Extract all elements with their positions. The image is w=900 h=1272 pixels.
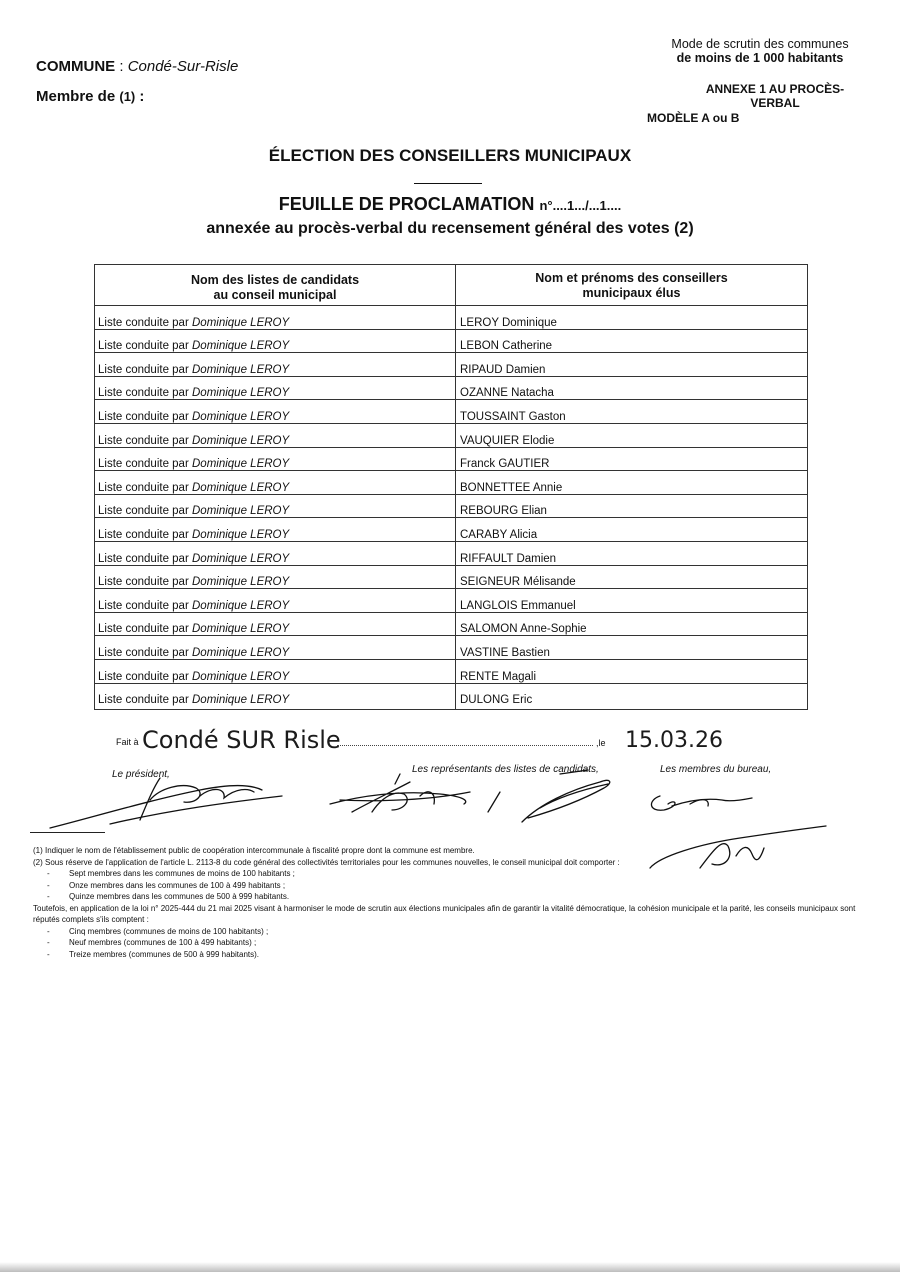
- scrutin-line2: de moins de 1 000 habitants: [676, 51, 844, 65]
- representant-signature-2: [488, 770, 610, 822]
- elu-cell: DULONG Eric: [460, 694, 533, 707]
- le-label: ,le: [596, 738, 606, 748]
- commune-line: COMMUNE : Condé-Sur-Risle: [36, 58, 239, 75]
- column-header-listes-line2: au conseil municipal: [213, 288, 337, 302]
- liste-leader: Dominique LEROY: [192, 552, 290, 565]
- elu-cell: SEIGNEUR Mélisande: [460, 576, 576, 589]
- liste-prefix: Liste conduite par: [98, 646, 189, 659]
- liste-leader: Dominique LEROY: [192, 505, 290, 518]
- liste-cell: [98, 364, 289, 376]
- representants-label: Les représentants des listes de candidats,: [412, 764, 599, 775]
- representant-signature-1: [330, 774, 470, 812]
- feuille-label: FEUILLE DE PROCLAMATION: [278, 194, 535, 214]
- commune-value: Condé-Sur-Risle: [127, 58, 239, 75]
- table-row: [95, 566, 807, 590]
- liste-leader: Dominique LEROY: [192, 434, 290, 447]
- column-header-elus-line1: Nom et prénoms des conseillers: [535, 271, 728, 285]
- table-row: [95, 684, 807, 708]
- liste-cell: [98, 435, 289, 447]
- liste-cell: [98, 458, 289, 470]
- liste-cell: [98, 671, 289, 683]
- liste-leader: Dominique LEROY: [192, 387, 290, 400]
- elu-cell: LEROY Dominique: [460, 316, 557, 329]
- liste-prefix: Liste conduite par: [98, 410, 189, 423]
- footnote-toutefois-item: - Treize membres (communes de 500 à 999 habitants).: [47, 949, 260, 959]
- scan-edge: [0, 1262, 900, 1272]
- annexe-label: [690, 82, 860, 110]
- handwritten-place: Condé SUR Risle: [142, 726, 341, 754]
- liste-prefix: Liste conduite par: [98, 363, 189, 376]
- liste-cell: [98, 529, 289, 541]
- liste-prefix: Liste conduite par: [98, 623, 189, 636]
- handwritten-date: 15.03.26: [625, 728, 723, 753]
- elu-cell: TOUSSAINT Gaston: [460, 410, 566, 423]
- liste-leader: Dominique LEROY: [192, 646, 290, 659]
- elus-table: [94, 264, 808, 710]
- modele-label: MODÈLE A ou B: [647, 111, 740, 125]
- elu-cell: RIPAUD Damien: [460, 363, 546, 376]
- membre-label: Membre de: [36, 88, 116, 105]
- table-row: [95, 660, 807, 684]
- bureau-signature-1: [651, 796, 752, 810]
- elu-cell: VASTINE Bastien: [460, 646, 550, 659]
- title-divider: [414, 183, 482, 184]
- scrutin-mode: [640, 37, 880, 65]
- liste-prefix: Liste conduite par: [98, 670, 189, 683]
- elu-cell: LEBON Catherine: [460, 340, 553, 353]
- liste-prefix: Liste conduite par: [98, 458, 189, 471]
- elu-cell: RIFFAULT Damien: [460, 552, 557, 565]
- footnote-1: (1) Indiquer le nom de l'établissement public de coopération intercommunale à fiscalité propre dont la commune est membre.: [33, 846, 475, 855]
- feuille-number: n°....1.../...1....: [539, 198, 622, 213]
- liste-prefix: Liste conduite par: [98, 387, 189, 400]
- liste-cell: [98, 505, 289, 517]
- liste-prefix: Liste conduite par: [98, 528, 189, 541]
- column-header-listes: [95, 273, 455, 303]
- footnote-toutefois: Toutefois, en application de la loi n° 2025-444 du 21 mai 2025 visant à harmoniser le mode de scrutin aux élections municipales afin de garantir la vitalité démocratique, la cohésion municipale et la parité, les conseils municipaux sont réputés complets s'ils comptent :: [33, 903, 856, 924]
- commune-label: COMMUNE: [36, 58, 116, 75]
- table-row: [95, 471, 807, 495]
- liste-leader: Dominique LEROY: [192, 481, 290, 494]
- table-row: [95, 518, 807, 542]
- liste-cell: [98, 340, 289, 352]
- elu-cell: RENTE Magali: [460, 670, 537, 683]
- liste-leader: Dominique LEROY: [192, 458, 290, 471]
- footnote-2-item: - Quinze membres dans les communes de 500 à 999 habitants.: [47, 892, 290, 901]
- liste-cell: [98, 553, 289, 565]
- elu-cell: BONNETTEE Annie: [460, 481, 563, 494]
- liste-cell: [98, 317, 289, 329]
- liste-cell: [98, 411, 289, 423]
- footnote-2-item: - Onze membres dans les communes de 100 à 499 habitants ;: [47, 880, 286, 890]
- liste-prefix: Liste conduite par: [98, 694, 189, 707]
- table-row: [95, 636, 807, 660]
- footnote-toutefois-item: - Cinq membres (communes de moins de 100 habitants) ;: [47, 926, 269, 936]
- liste-leader: Dominique LEROY: [192, 599, 290, 612]
- column-header-elus-line2: municipaux élus: [582, 286, 681, 300]
- liste-leader: Dominique LEROY: [192, 576, 290, 589]
- elu-cell: LANGLOIS Emmanuel: [460, 599, 576, 612]
- president-label: Le président,: [112, 769, 170, 780]
- table-row: [95, 613, 807, 637]
- liste-leader: Dominique LEROY: [192, 528, 290, 541]
- elu-cell: VAUQUIER Elodie: [460, 434, 555, 447]
- feuille-title: [0, 194, 900, 215]
- liste-cell: [98, 576, 289, 588]
- liste-prefix: Liste conduite par: [98, 576, 189, 589]
- scrutin-line1: Mode de scrutin des communes: [671, 37, 849, 51]
- membres-label: Les membres du bureau,: [660, 764, 772, 775]
- table-row: [95, 400, 807, 424]
- column-header-elus: [456, 271, 807, 301]
- liste-leader: Dominique LEROY: [192, 363, 290, 376]
- liste-prefix: Liste conduite par: [98, 481, 189, 494]
- page-title: ÉLECTION DES CONSEILLERS MUNICIPAUX: [268, 146, 632, 165]
- liste-cell: [98, 482, 289, 494]
- table-row: [95, 495, 807, 519]
- liste-cell: [98, 647, 289, 659]
- liste-cell: [98, 387, 289, 399]
- liste-leader: Dominique LEROY: [192, 670, 290, 683]
- liste-prefix: Liste conduite par: [98, 505, 189, 518]
- place-dotted-line: [337, 744, 593, 746]
- elu-cell: CARABY Alicia: [460, 528, 538, 541]
- liste-leader: Dominique LEROY: [192, 694, 290, 707]
- liste-prefix: Liste conduite par: [98, 434, 189, 447]
- elu-cell: REBOURG Elian: [460, 505, 547, 518]
- membre-line: Membre de (1) :: [36, 88, 145, 105]
- table-row: [95, 589, 807, 613]
- elu-cell: Franck GAUTIER: [460, 458, 550, 471]
- membre-note: (1): [119, 89, 136, 104]
- footnotes: [33, 845, 873, 960]
- liste-prefix: Liste conduite par: [98, 552, 189, 565]
- table-row: [95, 424, 807, 448]
- footnote-2-item: - Sept membres dans les communes de moins de 100 habitants ;: [47, 869, 295, 878]
- president-signature: [50, 778, 282, 828]
- liste-leader: Dominique LEROY: [192, 316, 290, 329]
- annexee-subtitle: annexée au procès-verbal du recensement général des votes (2): [206, 220, 694, 237]
- table-row: [95, 448, 807, 472]
- liste-cell: [98, 694, 289, 706]
- footnote-2: (2) Sous réserve de l'application de l'article L. 2113-8 du code général des collectivités territoriales pour les communes nouvelles, le conseil municipal doit comporter :: [33, 857, 620, 867]
- liste-leader: Dominique LEROY: [192, 410, 290, 423]
- liste-leader: Dominique LEROY: [192, 340, 290, 353]
- annexe-line1: ANNEXE 1 AU PROCÈS-: [705, 82, 845, 96]
- liste-cell: [98, 600, 289, 612]
- liste-prefix: Liste conduite par: [98, 340, 189, 353]
- liste-prefix: Liste conduite par: [98, 599, 189, 612]
- column-header-listes-line1: Nom des listes de candidats: [190, 273, 360, 287]
- table-row: [95, 330, 807, 354]
- annexe-line2: VERBAL: [750, 96, 800, 110]
- table-row: [95, 377, 807, 401]
- liste-leader: Dominique LEROY: [192, 623, 290, 636]
- liste-cell: [98, 623, 289, 635]
- elu-cell: SALOMON Anne-Sophie: [460, 623, 587, 636]
- table-row: [95, 306, 807, 330]
- table-row: [95, 542, 807, 566]
- liste-prefix: Liste conduite par: [98, 316, 189, 329]
- footnote-toutefois-item: - Neuf membres (communes de 100 à 499 habitants) ;: [47, 938, 257, 947]
- fait-a-label: Fait à: [116, 737, 139, 747]
- table-row: [95, 353, 807, 377]
- elu-cell: OZANNE Natacha: [460, 387, 554, 400]
